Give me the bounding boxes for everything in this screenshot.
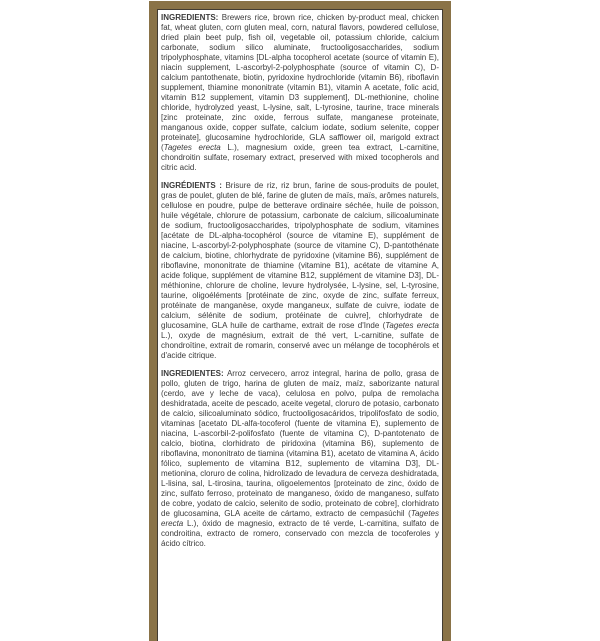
- ingredients-paragraph-english: [161, 13, 439, 173]
- latin-species-name: Tagetes erecta: [385, 321, 439, 330]
- ingredients-body-spanish: Arroz cervecero, arroz integral, harina de pollo, grasa de pollo, gluten de trigo, harina de gluten de maíz, maíz, saborizante natural (cerdo, ave y leche de vaca), celulosa en polvo, pulpa de remolacha deshidratada, aceite de pescado, aceite vegetal, cloruro de potasio, carbonato de calcio, silicoaluminato sódico, fructooligosacáridos, tripolifosfato de sodio, vitaminas [acetato DL-alfa-tocoferol (fuente de vitamina E), suplemento de niacina, L-ascorbil-2-polifosfato (fuente de vitamina C), D-pantotenato de calcio, biotina, clorhidrato de piridoxina (vitamina B6), suplemento de riboflavina, mononitrato de tiamina (vitamina B1), acetato de vitamina A, ácido fólico, suplemento de vitamina B12, suplemento de vitamina D3], DL-metionina, cloruro de colina, hidrolizado de levadura de cerveza deshidratada, L-lisina, sal, L-tirosina, taurina, oligoelementos [proteinato de zinc, óxido de zinc, sulfato ferroso, proteinato de manganeso, óxido de manganeso, sulfato de cobre, yodato de calcio, selenito de sodio, proteinato de cobre], clorhidrato de glucosamina, GLA aceite de cártamo, extracto de cempasúchil (: [161, 369, 439, 518]
- label-inner-panel: [157, 9, 443, 641]
- latin-species-name: Tagetes erecta: [161, 509, 439, 528]
- ingredients-paragraph-french: [161, 181, 439, 361]
- ingredients-body-spanish-cont: L.), óxido de magnesio, extracto de té verde, L-carnitina, sulfato de condroitina, extracto de romero, conservado con mezcla de tocoferoles y ácido cítrico.: [161, 519, 439, 548]
- ingredients-body-french-cont: L.), oxyde de magnésium, extrait de thé vert, L-carnitine, sulfate de chondroïtine, extrait de romarin, conservé avec un mélange de tocophérols et d'acide citrique.: [161, 331, 439, 360]
- label-frame: [149, 1, 451, 641]
- latin-species-name: Tagetes erecta: [163, 143, 221, 152]
- ingredients-paragraph-spanish: [161, 369, 439, 549]
- ingredients-heading-spanish: INGREDIENTES:: [161, 369, 224, 378]
- ingredients-heading-french: INGRÉDIENTS :: [161, 181, 222, 190]
- ingredients-heading-english: INGREDIENTS:: [161, 13, 219, 22]
- ingredients-body-english-cont: L.), magnesium oxide, green tea extract, L-carnitine, chondroitin sulfate, rosemary extract, preserved with mixed tocopherols and citric acid.: [161, 143, 440, 172]
- ingredients-body-english: Brewers rice, brown rice, chicken by-product meal, chicken fat, wheat gluten, corn gluten meal, corn, natural flavors, powdered cellulose, dried plain beet pulp, fish oil, vegetable oil, potassium chloride, calcium carbonate, sodium silico aluminate, fructooligosaccharides, sodium tripolyphosphate, vitamins [DL-alpha tocopherol acetate (source of vitamin E), niacin supplement, L-ascorbyl-2-polyphosphate (source of vitamin C), D-calcium pantothenate, biotin, pyridoxine hydrochloride (vitamin B6), riboflavin supplement, thiamine mononitrate (vitamin B1), vitamin A acetate, folic acid, vitamin B12 supplement, vitamin D3 supplement], DL-methionine, choline chloride, hydrolyzed yeast, L-lysine, salt, L-tyrosine, taurine, trace minerals [zinc proteinate, zinc oxide, ferrous sulfate, manganese proteinate, manganous oxide, copper sulfate, calcium iodate, sodium selenite, copper proteinate], glucosamine hydrochloride, GLA safflower oil, marigold extract (: [161, 13, 439, 152]
- ingredients-body-french: Brisure de riz, riz brun, farine de sous-produits de poulet, gras de poulet, gluten de blé, farine de gluten de maïs, maïs, arômes naturels, cellulose en poudre, pulpe de betterave ordinaire séchée, huile de poisson, huile végétale, chlorure de potassium, carbonate de calcium, silicoaluminate de sodium, fructooligosaccharides, tripolyphosphate de sodium, vitamines [acétate de DL-alpha-tocophérol (source de vitamine E), supplément de niacine, L-ascorbyl-2-polyphosphate (source de vitamine C), D-pantothénate de calcium, biotine, chlorhydrate de pyridoxine (vitamine B6), supplément de riboflavine, mononitrate de thiamine (vitamine B1), acétate de vitamine A, acide folique, supplément de vitamine B12, supplément de vitamine D3], DL-méthionine, chlorure de choline, levure hydrolysée, L-lysine, sel, L-tyrosine, taurine, oligoéléments [protéinate de zinc, oxyde de zinc, sulfate ferreux, protéinate de manganèse, oxyde manganeux, sulfate de cuivre, iodate de calcium, sélénite de sodium, protéinate de cuivre], chlorhydrate de glucosamine, GLA huile de carthame, extrait de rose d'Inde (: [161, 181, 439, 330]
